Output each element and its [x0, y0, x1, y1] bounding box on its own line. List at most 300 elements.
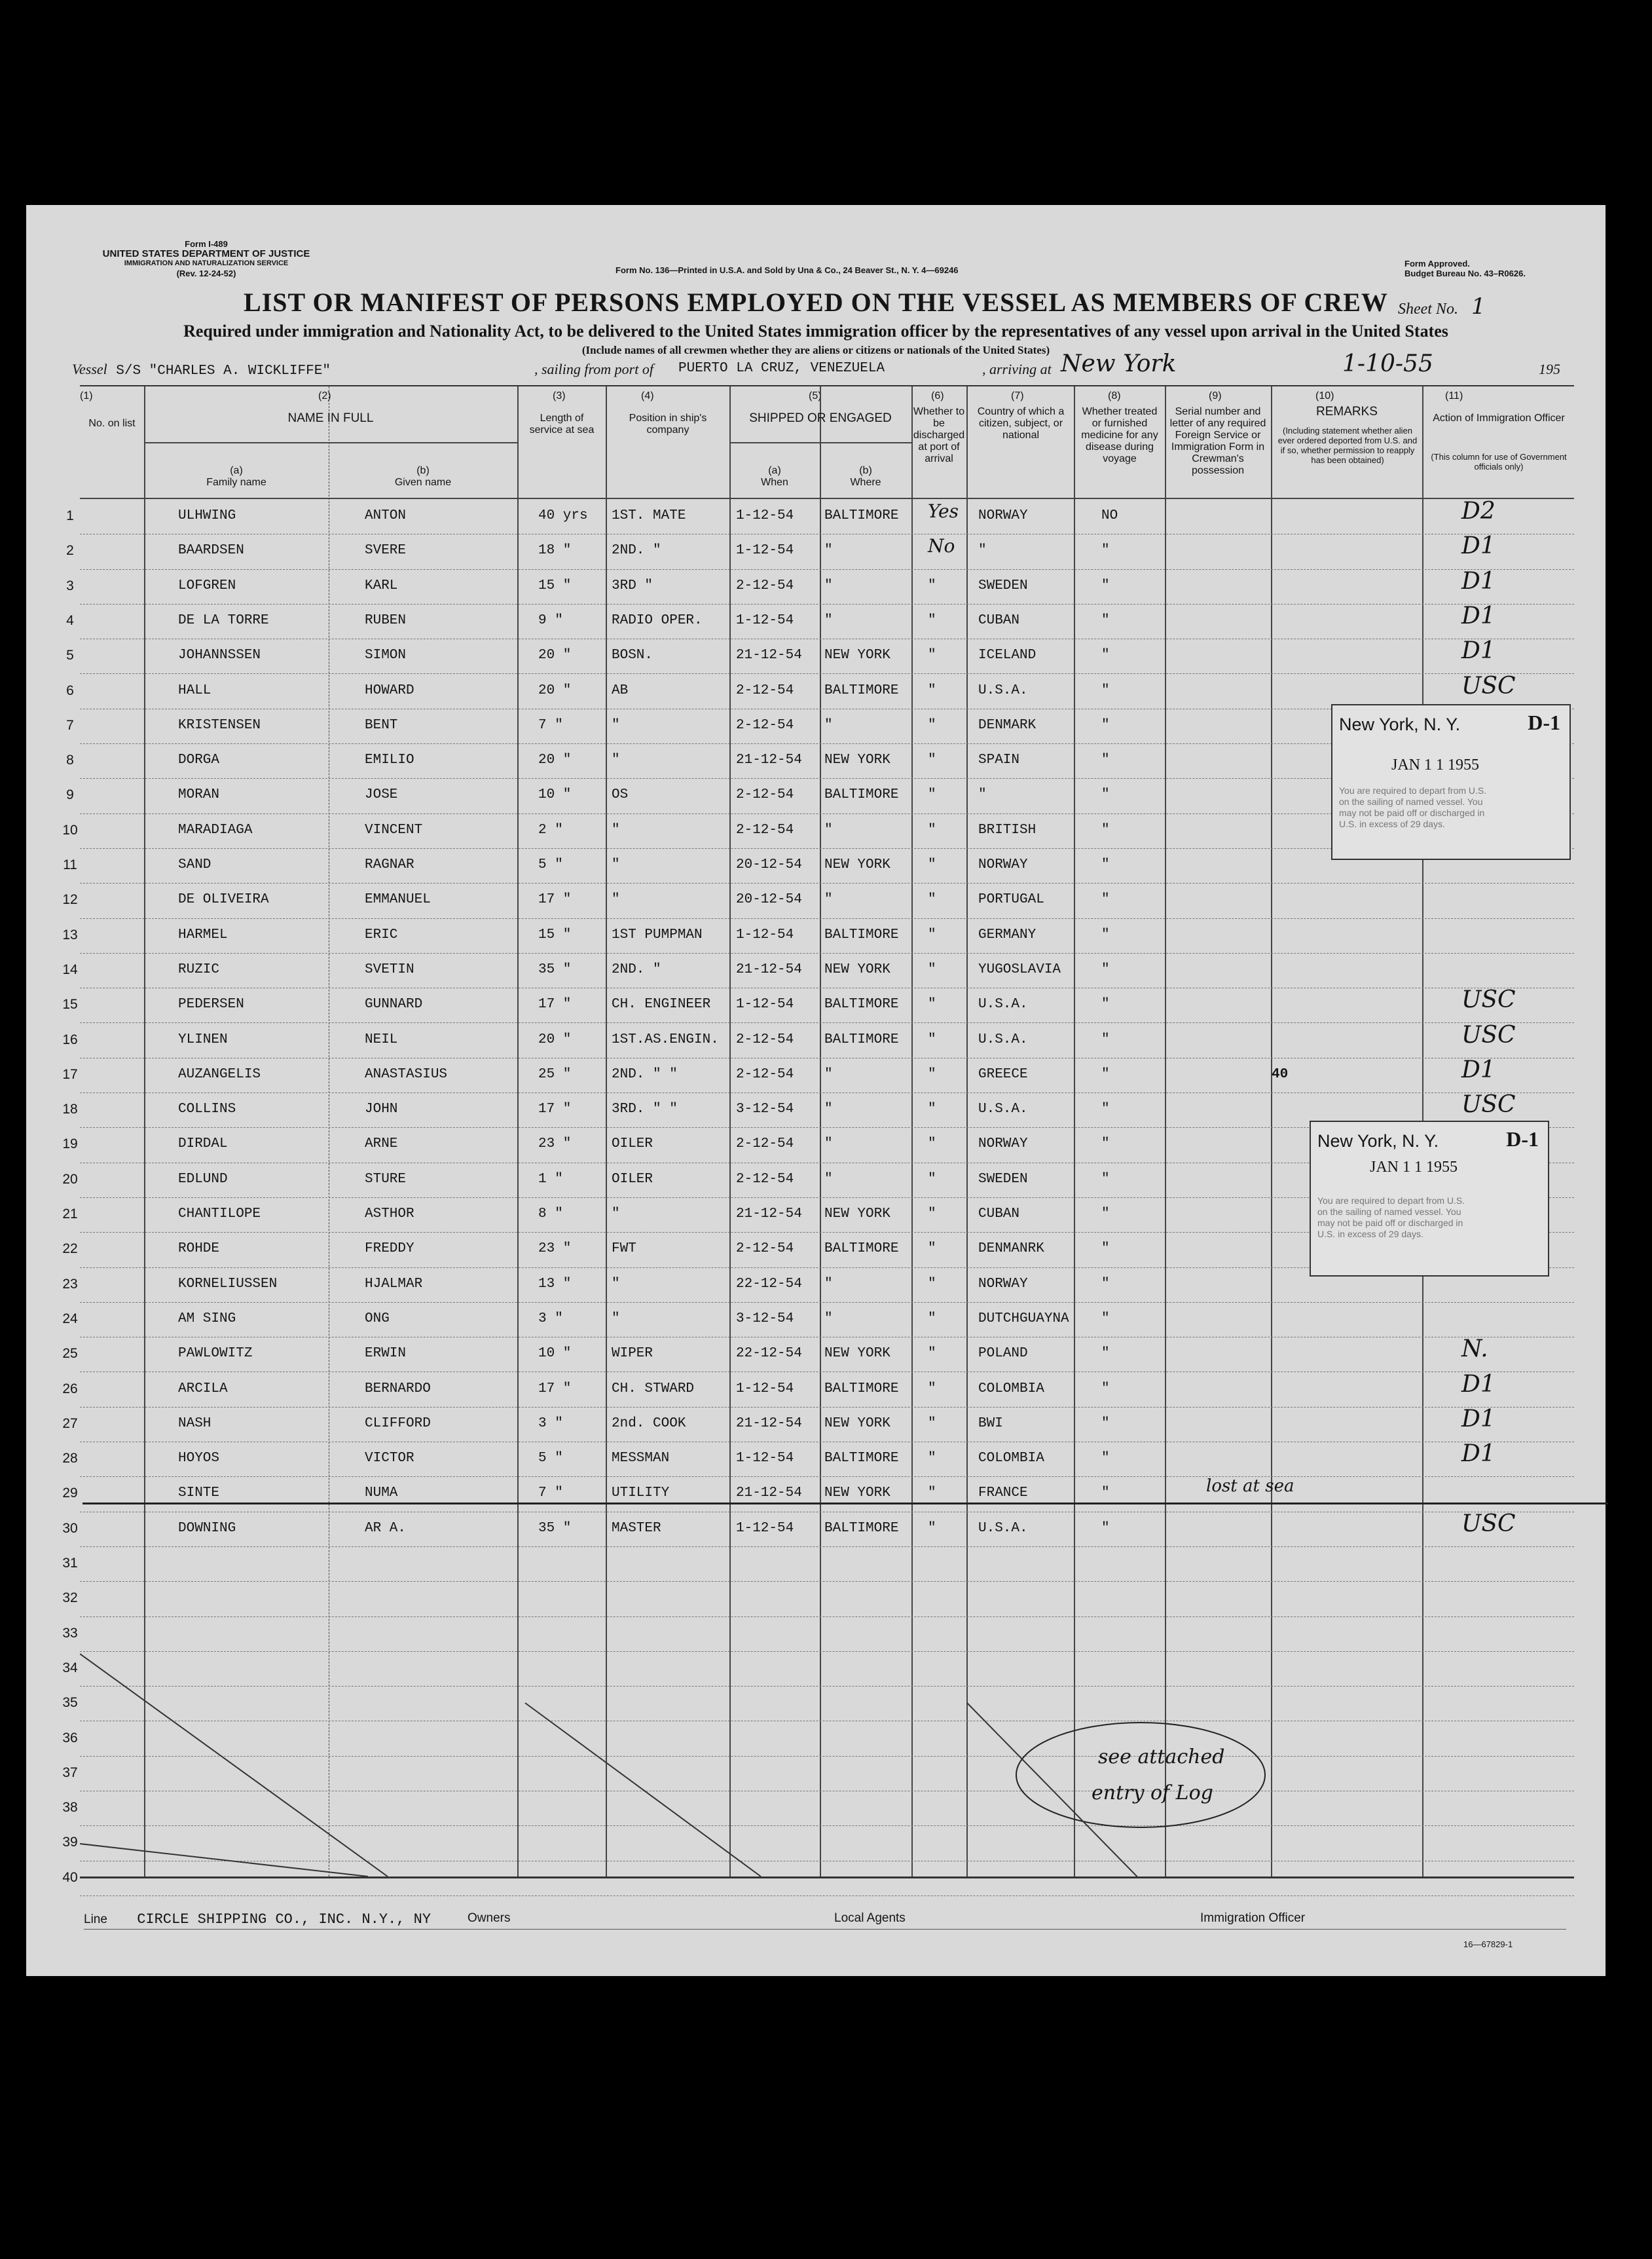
- shipped-where: ": [824, 1311, 833, 1326]
- header-action: Action of Immigration Officer: [1433, 413, 1565, 424]
- header-serial: Serial number and letter of any required Foreign Service or Immigration Form in Crewman's possession: [1169, 406, 1266, 476]
- position: FWT: [612, 1241, 636, 1257]
- discharge-flag: ": [928, 648, 936, 663]
- discharge-flag: ": [928, 1102, 936, 1117]
- given-name: BENT: [365, 717, 398, 733]
- family-name: DE LA TORRE: [178, 612, 269, 628]
- cancel-line: [80, 1654, 388, 1876]
- row-number: 34: [62, 1660, 78, 1675]
- length-of-service: 40 yrs: [538, 508, 588, 523]
- medicine-flag: ": [1101, 1485, 1110, 1501]
- action-code: USC: [1461, 1021, 1516, 1049]
- immigration-stamp: [1310, 1121, 1549, 1277]
- discharge-flag: ": [928, 961, 936, 977]
- given-name: ANASTASIUS: [365, 1066, 448, 1082]
- shipped-where: BALTIMORE: [824, 682, 899, 698]
- country: NORWAY: [978, 857, 1028, 872]
- given-name: KARL: [365, 578, 398, 593]
- sailing-label: , sailing from port of: [534, 361, 653, 377]
- header-no-on-list: No. on list: [88, 418, 136, 429]
- position: OILER: [612, 1136, 653, 1152]
- action-code: D1: [1461, 1056, 1496, 1083]
- family-name: RUZIC: [178, 961, 220, 977]
- row-number: 30: [62, 1520, 78, 1536]
- col-num-5: (5): [809, 390, 822, 401]
- country: COLOMBIA: [978, 1451, 1044, 1466]
- position: ": [612, 822, 620, 838]
- position: ": [612, 1206, 620, 1222]
- form-id-block: [82, 239, 331, 278]
- header-where: (b) Where: [850, 465, 881, 488]
- shipped-when: 2-12-54: [736, 1032, 794, 1047]
- country: NORWAY: [978, 508, 1028, 523]
- discharge-flag: ": [928, 682, 936, 698]
- year-label: 195: [1539, 361, 1560, 377]
- discharge-flag: ": [928, 1136, 936, 1152]
- medicine-flag: ": [1101, 753, 1110, 768]
- medicine-flag: ": [1101, 1206, 1110, 1222]
- header-name-in-full: NAME IN FULL: [287, 411, 374, 425]
- country: NORWAY: [978, 1276, 1028, 1292]
- row-number: 1: [66, 508, 74, 523]
- length-of-service: 5 ": [538, 1451, 563, 1466]
- length-of-service: 25 ": [538, 1066, 572, 1082]
- row-number: 33: [62, 1625, 78, 1641]
- shipped-where: BALTIMORE: [824, 508, 899, 523]
- col-num-8: (8): [1108, 390, 1121, 401]
- medicine-flag: ": [1101, 612, 1110, 628]
- shipped-where: NEW YORK: [824, 648, 890, 663]
- length-of-service: 17 ": [538, 1102, 572, 1117]
- shipped-where: ": [824, 1136, 833, 1152]
- row-number: 2: [66, 543, 74, 559]
- position: ": [612, 717, 620, 733]
- row-number: 20: [62, 1171, 78, 1187]
- shipped-where: NEW YORK: [824, 961, 890, 977]
- service-line: IMMIGRATION AND NATURALIZATION SERVICE: [124, 259, 289, 267]
- row-number: 16: [62, 1032, 78, 1047]
- discharge-flag: No: [928, 535, 955, 557]
- row-number: 15: [62, 997, 78, 1013]
- given-name: FREDDY: [365, 1241, 414, 1257]
- shipped-where: NEW YORK: [824, 1485, 890, 1501]
- header-when: (a) When: [761, 465, 788, 488]
- discharge-flag: ": [928, 1451, 936, 1466]
- length-of-service: 8 ": [538, 1206, 563, 1222]
- length-of-service: 20 ": [538, 648, 572, 663]
- shipped-when: 21-12-54: [736, 1485, 802, 1501]
- stamp-text: You are required to depart from U.S. on the sailing of named vessel. You may not be paid off or discharged in U.S. in excess of 29 days.: [1339, 785, 1487, 829]
- header-position: Position in ship's company: [629, 413, 707, 436]
- row-number: 3: [66, 578, 74, 593]
- approval-block: [1404, 259, 1526, 278]
- country: PORTUGAL: [978, 892, 1044, 908]
- position: 1ST. MATE: [612, 508, 686, 523]
- header-family-name: (a) Family name: [206, 465, 266, 488]
- position: ": [612, 892, 620, 908]
- shipped-when: 2-12-54: [736, 1136, 794, 1152]
- col-num-11: (11): [1445, 390, 1463, 401]
- length-of-service: 35 ": [538, 961, 572, 977]
- row-number: 38: [62, 1800, 78, 1816]
- row-number: 31: [62, 1556, 78, 1571]
- row-number: 27: [62, 1415, 78, 1431]
- position: AB: [612, 682, 629, 698]
- shipped-where: ": [824, 1066, 833, 1082]
- shipped-when: 1-12-54: [736, 1381, 794, 1396]
- discharge-flag: ": [928, 927, 936, 943]
- family-name: SINTE: [178, 1485, 220, 1501]
- row-number: 23: [62, 1276, 78, 1292]
- family-name: ULHWING: [178, 508, 236, 523]
- row-number: 10: [62, 822, 78, 838]
- given-name: BERNARDO: [365, 1381, 431, 1396]
- country: GERMANY: [978, 927, 1037, 943]
- shipped-where: NEW YORK: [824, 1346, 890, 1362]
- position: BOSN.: [612, 648, 653, 663]
- discharge-flag: ": [928, 892, 936, 908]
- length-of-service: 20 ": [538, 1032, 572, 1047]
- medicine-flag: ": [1101, 543, 1110, 559]
- family-name: HOYOS: [178, 1451, 220, 1466]
- given-name: SVETIN: [365, 961, 414, 977]
- shipped-when: 21-12-54: [736, 648, 802, 663]
- form-number: Form I-489: [185, 239, 228, 249]
- discharge-flag: ": [928, 1032, 936, 1047]
- row-number: 39: [62, 1835, 78, 1850]
- shipped-when: 1-12-54: [736, 1451, 794, 1466]
- medicine-flag: ": [1101, 578, 1110, 593]
- sheet-value: 1: [1471, 293, 1486, 320]
- row-number: 32: [62, 1590, 78, 1606]
- line-label: Line: [84, 1913, 107, 1926]
- family-name: CHANTILOPE: [178, 1206, 261, 1222]
- discharge-flag: ": [928, 717, 936, 733]
- shipped-when: 20-12-54: [736, 857, 802, 872]
- shipped-where: NEW YORK: [824, 753, 890, 768]
- row-number: 37: [62, 1764, 78, 1780]
- shipped-when: 3-12-54: [736, 1311, 794, 1326]
- medicine-flag: ": [1101, 961, 1110, 977]
- vessel-label: Vessel: [72, 361, 107, 377]
- shipped-when: 1-12-54: [736, 612, 794, 628]
- shipped-where: BALTIMORE: [824, 787, 899, 803]
- department-line: UNITED STATES DEPARTMENT OF JUSTICE: [102, 248, 310, 259]
- discharge-flag: ": [928, 1171, 936, 1187]
- action-code: D2: [1461, 498, 1496, 525]
- country: POLAND: [978, 1346, 1028, 1362]
- position: RADIO OPER.: [612, 612, 703, 628]
- family-name: HALL: [178, 682, 211, 698]
- length-of-service: 3 ": [538, 1415, 563, 1431]
- medicine-flag: ": [1101, 682, 1110, 698]
- given-name: EMMANUEL: [365, 892, 431, 908]
- shipped-where: ": [824, 1171, 833, 1187]
- length-of-service: 9 ": [538, 612, 563, 628]
- header-remarks: REMARKS: [1316, 405, 1378, 419]
- footer-line: [84, 1911, 431, 1928]
- family-name: YLINEN: [178, 1032, 228, 1047]
- position: MESSMAN: [612, 1451, 670, 1466]
- shipped-where: BALTIMORE: [824, 927, 899, 943]
- given-name: HOWARD: [365, 682, 414, 698]
- country: U.S.A.: [978, 1102, 1028, 1117]
- row-29-strike: [83, 1503, 1608, 1504]
- position: 2ND. ": [612, 543, 661, 559]
- length-of-service: 20 ": [538, 753, 572, 768]
- discharge-flag: ": [928, 1415, 936, 1431]
- given-name: ANTON: [365, 508, 407, 523]
- country: CUBAN: [978, 1206, 1020, 1222]
- given-name: SVERE: [365, 543, 407, 559]
- discharge-flag: ": [928, 1346, 936, 1362]
- medicine-flag: ": [1101, 1241, 1110, 1257]
- shipped-when: 1-12-54: [736, 927, 794, 943]
- row-number: 26: [62, 1381, 78, 1396]
- vessel-name: S/S "CHARLES A. WICKLIFFE": [116, 364, 331, 379]
- shipped-where: ": [824, 612, 833, 628]
- discharge-flag: Yes: [928, 500, 959, 522]
- crew-manifest-sheet: [26, 205, 1606, 1976]
- shipped-where: BALTIMORE: [824, 1241, 899, 1257]
- medicine-flag: ": [1101, 822, 1110, 838]
- family-name: AUZANGELIS: [178, 1066, 261, 1082]
- discharge-flag: ": [928, 612, 936, 628]
- action-code: D1: [1461, 1370, 1496, 1398]
- position: 1ST PUMPMAN: [612, 927, 703, 943]
- medicine-flag: ": [1101, 1381, 1110, 1396]
- manifest-title: LIST OR MANIFEST OF PERSONS EMPLOYED ON THE VESSEL AS MEMBERS OF CREW: [244, 288, 1388, 317]
- header-length-of-service: Length of service at sea: [529, 413, 595, 436]
- country: ICELAND: [978, 648, 1037, 663]
- arriving-label: , arriving at: [982, 361, 1052, 377]
- length-of-service: 13 ": [538, 1276, 572, 1292]
- given-name: VICTOR: [365, 1451, 414, 1466]
- family-name: ARCILA: [178, 1381, 228, 1396]
- given-name: JOHN: [365, 1102, 398, 1117]
- medicine-flag: ": [1101, 997, 1110, 1013]
- length-of-service: 20 ": [538, 682, 572, 698]
- medicine-flag: ": [1101, 1311, 1110, 1326]
- given-name: RUBEN: [365, 612, 407, 628]
- length-of-service: 7 ": [538, 1485, 563, 1501]
- action-code: USC: [1461, 1510, 1516, 1537]
- country: U.S.A.: [978, 1032, 1028, 1047]
- shipped-where: NEW YORK: [824, 1206, 890, 1222]
- row-number: 29: [62, 1485, 78, 1501]
- length-of-service: 2 ": [538, 822, 563, 838]
- shipped-when: 2-12-54: [736, 1066, 794, 1082]
- header-remarks-note: (Including statement whether alien ever ordered deported from U.S. and if so, whether permission to reapply has been obtained): [1277, 426, 1418, 465]
- given-name: JOSE: [365, 787, 398, 803]
- medicine-flag: ": [1101, 1032, 1110, 1047]
- row-number: 6: [66, 682, 74, 698]
- row-number: 17: [62, 1066, 78, 1082]
- row-number: 35: [62, 1695, 78, 1711]
- position: ": [612, 1276, 620, 1292]
- form-code: 16—67829-1: [1463, 1939, 1513, 1949]
- stamp-code: D-1: [1506, 1127, 1539, 1151]
- row-number: 4: [66, 612, 74, 628]
- country: SPAIN: [978, 753, 1020, 768]
- line-value: CIRCLE SHIPPING CO., INC. N.Y., NY: [137, 1911, 431, 1928]
- family-name: HARMEL: [178, 927, 228, 943]
- country: ": [978, 787, 987, 803]
- discharge-flag: ": [928, 1311, 936, 1326]
- shipped-where: BALTIMORE: [824, 997, 899, 1013]
- medicine-flag: ": [1101, 787, 1110, 803]
- col-num-1: (1): [80, 390, 93, 401]
- sheet-label: Sheet No.: [1398, 301, 1458, 318]
- given-name: ERIC: [365, 927, 398, 943]
- shipped-where: ": [824, 1276, 833, 1292]
- shipped-when: 22-12-54: [736, 1346, 802, 1362]
- country: YUGOSLAVIA: [978, 961, 1061, 977]
- row-number: 22: [62, 1241, 78, 1257]
- medicine-flag: ": [1101, 1066, 1110, 1082]
- family-name: DOWNING: [178, 1520, 236, 1536]
- country: COLOMBIA: [978, 1381, 1044, 1396]
- family-name: MORAN: [178, 787, 220, 803]
- row-number: 18: [62, 1102, 78, 1117]
- length-of-service: 17 ": [538, 1381, 572, 1396]
- shipped-when: 1-12-54: [736, 997, 794, 1013]
- country: FRANCE: [978, 1485, 1028, 1501]
- shipped-when: 2-12-54: [736, 1171, 794, 1187]
- length-of-service: 35 ": [538, 1520, 572, 1536]
- cancel-line: [80, 1844, 368, 1876]
- action-code: USC: [1461, 1091, 1516, 1119]
- row-number: 12: [62, 892, 78, 908]
- country: DUTCHGUAYNA: [978, 1311, 1069, 1326]
- shipped-when: 2-12-54: [736, 1241, 794, 1257]
- manifest-subtitle: Required under immigration and Nationality Act, to be delivered to the United States immigration officer by the representatives of any vessel upon arrival in the United States: [183, 322, 1448, 341]
- col-num-3: (3): [553, 390, 566, 401]
- shipped-where: NEW YORK: [824, 857, 890, 872]
- col-num-7: (7): [1011, 390, 1024, 401]
- position: UTILITY: [612, 1485, 670, 1501]
- budget-number: Budget Bureau No. 43–R0626.: [1404, 269, 1526, 278]
- discharge-flag: ": [928, 1066, 936, 1082]
- shipped-where: ": [824, 892, 833, 908]
- row-number: 28: [62, 1451, 78, 1466]
- action-code: N.: [1461, 1335, 1488, 1363]
- given-name: RAGNAR: [365, 857, 414, 872]
- given-name: ARNE: [365, 1136, 398, 1152]
- country: NORWAY: [978, 1136, 1028, 1152]
- medicine-flag: ": [1101, 927, 1110, 943]
- given-name: NEIL: [365, 1032, 398, 1047]
- shipped-where: ": [824, 717, 833, 733]
- length-of-service: 23 ": [538, 1136, 572, 1152]
- medicine-flag: ": [1101, 1136, 1110, 1152]
- shipped-when: 1-12-54: [736, 543, 794, 559]
- position: CH. STWARD: [612, 1381, 695, 1396]
- discharge-flag: ": [928, 1206, 936, 1222]
- col-num-9: (9): [1209, 390, 1222, 401]
- shipped-when: 1-12-54: [736, 1520, 794, 1536]
- row-number: 14: [62, 961, 78, 977]
- shipped-when: 2-12-54: [736, 578, 794, 593]
- given-name: AR A.: [365, 1520, 407, 1536]
- discharge-flag: ": [928, 822, 936, 838]
- family-name: DE OLIVEIRA: [178, 892, 269, 908]
- length-of-service: 10 ": [538, 787, 572, 803]
- header-discharged: Whether to be discharged at port of arrival: [913, 406, 965, 464]
- length-of-service: 5 ": [538, 857, 563, 872]
- discharge-flag: ": [928, 1485, 936, 1501]
- shipped-when: 21-12-54: [736, 1415, 802, 1431]
- position: CH. ENGINEER: [612, 997, 711, 1013]
- action-code: D1: [1461, 1405, 1496, 1432]
- position: ": [612, 753, 620, 768]
- revision-line: (Rev. 12-24-52): [176, 269, 236, 278]
- position: OS: [612, 787, 629, 803]
- owners-label: Owners: [468, 1911, 511, 1925]
- serial-number: 40: [1272, 1066, 1289, 1082]
- position: 1ST.AS.ENGIN.: [612, 1032, 719, 1047]
- cancel-line: [967, 1703, 1275, 1876]
- family-name: NASH: [178, 1415, 211, 1431]
- given-name: EMILIO: [365, 753, 414, 768]
- discharge-flag: ": [928, 1520, 936, 1536]
- shipped-when: 2-12-54: [736, 717, 794, 733]
- row-number: 24: [62, 1311, 78, 1326]
- note-entry-of-log: entry of Log: [1092, 1782, 1213, 1804]
- position: MASTER: [612, 1520, 661, 1536]
- note-circle: [1016, 1723, 1265, 1827]
- row-number: 11: [63, 857, 77, 872]
- stamp-code: D-1: [1528, 711, 1560, 734]
- note-see-attached: see attached: [1098, 1746, 1225, 1768]
- header-action-note: (This column for use of Government officials only): [1431, 452, 1567, 472]
- medicine-flag: ": [1101, 857, 1110, 872]
- shipped-when: 2-12-54: [736, 682, 794, 698]
- country: U.S.A.: [978, 682, 1028, 698]
- medicine-flag: ": [1101, 892, 1110, 908]
- medicine-flag: NO: [1101, 508, 1118, 523]
- given-name: SIMON: [365, 648, 407, 663]
- length-of-service: 1 ": [538, 1171, 563, 1187]
- shipped-when: 20-12-54: [736, 892, 802, 908]
- row-number: 21: [62, 1206, 78, 1222]
- shipped-where: ": [824, 578, 833, 593]
- country: DENMARK: [978, 717, 1037, 733]
- family-name: EDLUND: [178, 1171, 228, 1187]
- given-name: HJALMAR: [365, 1276, 423, 1292]
- stamp-date: JAN 1 1 1955: [1370, 1159, 1458, 1176]
- col-num-10: (10): [1315, 390, 1334, 401]
- medicine-flag: ": [1101, 717, 1110, 733]
- country: ": [978, 543, 987, 559]
- shipped-where: BALTIMORE: [824, 1381, 899, 1396]
- given-name: ONG: [365, 1311, 390, 1326]
- given-name: GUNNARD: [365, 997, 423, 1013]
- col-num-4: (4): [641, 390, 654, 401]
- position: ": [612, 857, 620, 872]
- family-name: COLLINS: [178, 1102, 236, 1117]
- discharge-flag: ": [928, 997, 936, 1013]
- length-of-service: 10 ": [538, 1346, 572, 1362]
- position: OILER: [612, 1171, 653, 1187]
- position: WIPER: [612, 1346, 653, 1362]
- medicine-flag: ": [1101, 1102, 1110, 1117]
- stamp-text: You are required to depart from U.S. on the sailing of named vessel. You may not be paid off or discharged in U.S. in excess of 29 days.: [1317, 1195, 1465, 1239]
- given-name: NUMA: [365, 1485, 398, 1501]
- shipped-where: ": [824, 1102, 833, 1117]
- country: GREECE: [978, 1066, 1028, 1082]
- family-name: DORGA: [178, 753, 220, 768]
